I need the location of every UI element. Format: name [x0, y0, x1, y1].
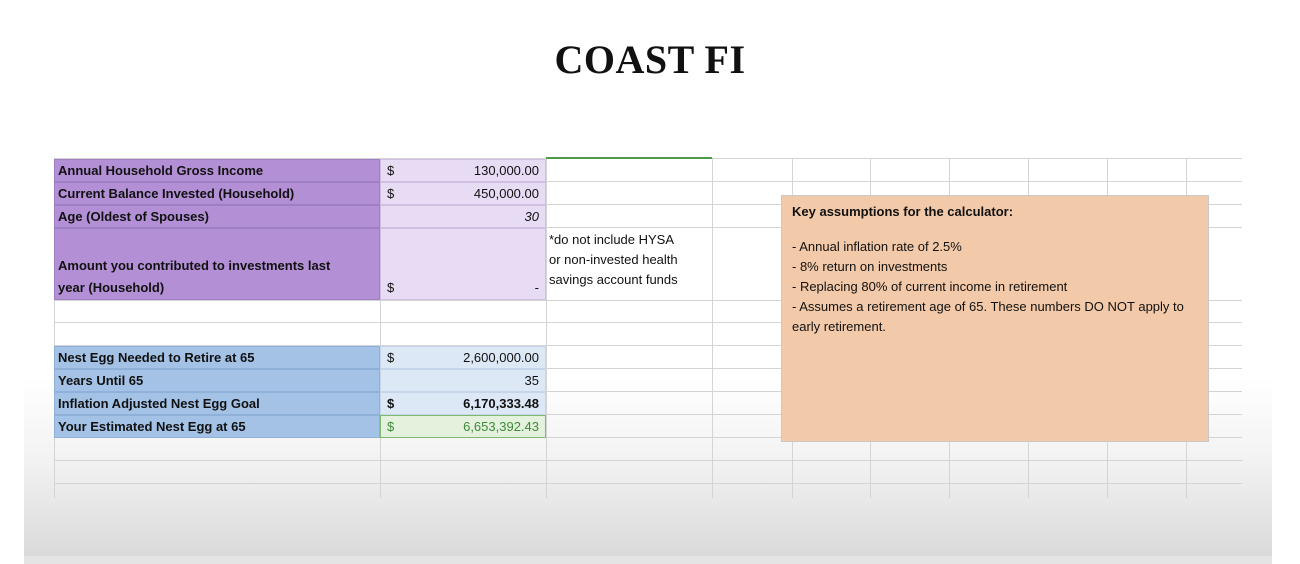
- note-line: or non-invested health: [549, 252, 678, 267]
- estimated-nest-egg-label: Your Estimated Nest Egg at 65: [54, 415, 380, 438]
- balance-value-cell[interactable]: [380, 182, 546, 205]
- assumption-item: - 8% return on investments: [792, 259, 948, 274]
- bottom-strip: [24, 556, 1272, 564]
- page-title: COAST FI: [554, 37, 746, 82]
- balance-value: 450,000.00: [473, 186, 539, 201]
- nest-egg-needed-value: 2,600,000.00: [463, 350, 539, 365]
- years-until-label: Years Until 65: [54, 369, 380, 392]
- assumptions-title: Key assumptions for the calculator:: [792, 204, 1014, 219]
- age-value: 30: [524, 209, 539, 224]
- age-label: Age (Oldest of Spouses): [54, 205, 380, 228]
- nest-egg-needed-cell[interactable]: [380, 346, 546, 369]
- grid-line: [54, 483, 1242, 484]
- estimated-nest-egg-value: 6,653,392.43: [463, 419, 539, 434]
- income-value: 130,000.00: [473, 163, 539, 178]
- contribution-note: [549, 230, 711, 290]
- income-label: Annual Household Gross Income: [54, 159, 380, 182]
- contribution-label: [54, 228, 380, 300]
- note-line: savings account funds: [549, 272, 678, 287]
- inflation-goal-cell[interactable]: [380, 392, 546, 415]
- contribution-value: -: [534, 280, 539, 295]
- currency-symbol: $: [387, 350, 395, 365]
- inflation-goal-label: Inflation Adjusted Nest Egg Goal: [54, 392, 380, 415]
- balance-label: Current Balance Invested (Household): [54, 182, 380, 205]
- currency-symbol: $: [387, 280, 395, 295]
- currency-symbol: $: [387, 396, 395, 411]
- grid-line: [546, 158, 547, 498]
- note-line: *do not include HYSA: [549, 232, 675, 247]
- nest-egg-needed-label: Nest Egg Needed to Retire at 65: [54, 346, 380, 369]
- selected-cell-indicator: [546, 157, 712, 159]
- currency-symbol: $: [387, 186, 395, 201]
- age-value-cell[interactable]: [380, 205, 546, 228]
- assumptions-box: [781, 195, 1209, 442]
- contribution-value-cell[interactable]: [380, 228, 546, 300]
- currency-symbol: $: [387, 419, 395, 434]
- grid-line: [54, 460, 1242, 461]
- years-until-value: 35: [524, 373, 539, 388]
- grid-line: [712, 158, 713, 498]
- currency-symbol: $: [387, 163, 395, 178]
- assumption-item: - Assumes a retirement age of 65. These numbers DO NOT apply to early retirement.: [792, 299, 1184, 334]
- estimated-nest-egg-cell[interactable]: [380, 415, 546, 438]
- income-value-cell[interactable]: [380, 159, 546, 182]
- assumption-item: - Annual inflation rate of 2.5%: [792, 239, 962, 254]
- contribution-label-line1: Amount you contributed to investments last: [58, 258, 331, 273]
- inflation-goal-value: 6,170,333.48: [463, 396, 539, 411]
- assumption-item: - Replacing 80% of current income in retirement: [792, 279, 1068, 294]
- years-until-cell[interactable]: [380, 369, 546, 392]
- contribution-label-line2: year (Household): [58, 280, 165, 295]
